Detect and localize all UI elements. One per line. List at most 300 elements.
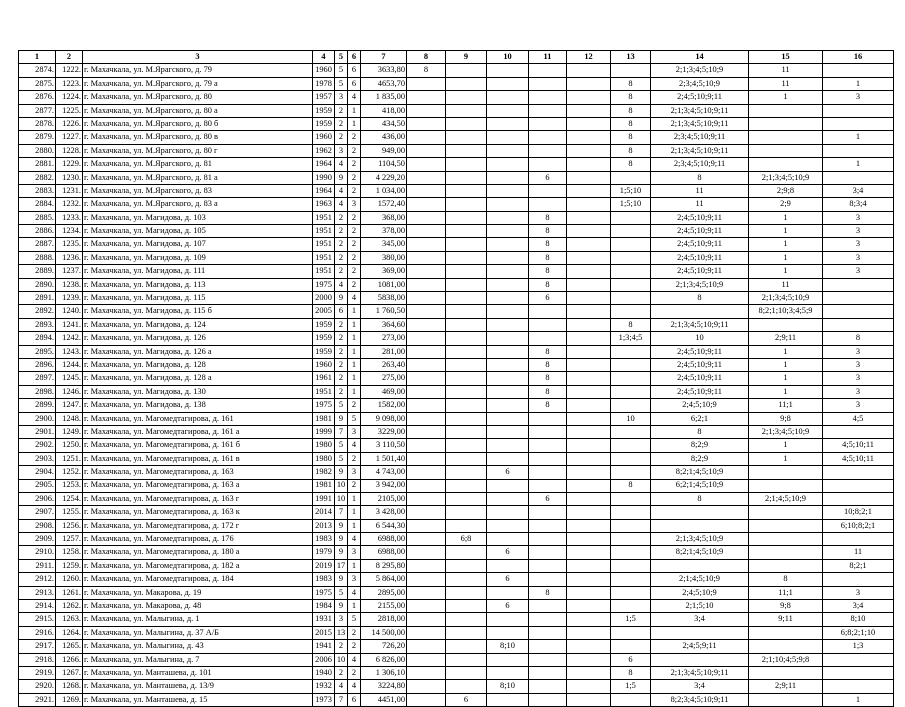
table-cell-col-15: 8;2;1;10;3;4;5;9: [749, 305, 823, 318]
table-cell-col-14: 2;1;4;5;10;9: [651, 573, 749, 586]
table-cell-col-4: 1959: [313, 117, 335, 130]
table-cell-col-1: 2919.: [19, 666, 56, 679]
table-cell-col-9: [446, 399, 487, 412]
table-cell-col-13: [611, 586, 651, 599]
table-cell-col-4: 1975: [313, 586, 335, 599]
table-cell-col-14: 2;4;5;9;11: [651, 640, 749, 653]
table-row: [19, 425, 894, 438]
table-cell-col-13: [611, 640, 651, 653]
table-row: [19, 158, 894, 171]
table-cell-col-12: [567, 211, 611, 224]
table-cell-col-3: г. Махачкала, ул. М.Ярагского, д. 81: [83, 158, 313, 171]
table-cell-col-14: 2;3;4;5;10;9: [651, 77, 749, 90]
table-cell-col-6: 1: [348, 345, 361, 358]
table-cell-col-16: [823, 318, 894, 331]
table-cell-col-4: 1964: [313, 158, 335, 171]
register-sheet: [18, 50, 894, 707]
table-cell-col-12: [567, 680, 611, 693]
table-row: [19, 680, 894, 693]
table-cell-col-12: [567, 184, 611, 197]
table-cell-col-5: 9: [335, 533, 348, 546]
table-cell-col-8: [407, 117, 446, 130]
table-cell-col-10: [487, 104, 529, 117]
table-row: [19, 238, 894, 251]
table-cell-col-7: 3 110,50: [361, 439, 407, 452]
table-cell-col-14: 2;4;5;10;9;11: [651, 345, 749, 358]
table-cell-col-2: 1240.: [56, 305, 83, 318]
table-cell-col-9: [446, 77, 487, 90]
table-cell-col-1: 2896.: [19, 358, 56, 371]
table-cell-col-6: 1: [348, 104, 361, 117]
table-cell-col-14: 2;1;3;4;5;10;9: [651, 278, 749, 291]
table-cell-col-5: 9: [335, 600, 348, 613]
table-cell-col-7: 281,00: [361, 345, 407, 358]
table-cell-col-11: [529, 77, 567, 90]
table-cell-col-15: 11;1: [749, 586, 823, 599]
table-cell-col-16: 8;3;4: [823, 198, 894, 211]
table-cell-col-7: 2818,00: [361, 613, 407, 626]
table-cell-col-14: 2;3;4;5;10;9;11: [651, 158, 749, 171]
table-cell-col-7: 2105,00: [361, 492, 407, 505]
table-cell-col-16: [823, 278, 894, 291]
table-cell-col-11: [529, 559, 567, 572]
table-cell-col-10: [487, 533, 529, 546]
table-cell-col-5: 10: [335, 653, 348, 666]
table-cell-col-15: [749, 533, 823, 546]
table-cell-col-11: 8: [529, 345, 567, 358]
table-row: [19, 600, 894, 613]
table-cell-col-12: [567, 144, 611, 157]
table-cell-col-11: 8: [529, 278, 567, 291]
table-cell-col-8: [407, 332, 446, 345]
table-cell-col-3: г. Махачкала, ул. Магидова, д. 111: [83, 265, 313, 278]
table-cell-col-3: г. Махачкала, ул. Малыгина, д. 43: [83, 640, 313, 653]
table-cell-col-2: 1254.: [56, 492, 83, 505]
table-cell-col-8: [407, 305, 446, 318]
table-cell-col-14: 8: [651, 171, 749, 184]
table-cell-col-1: 2921.: [19, 693, 56, 706]
table-cell-col-10: 6: [487, 546, 529, 559]
table-cell-col-6: 1: [348, 117, 361, 130]
table-cell-col-2: 1258.: [56, 546, 83, 559]
table-cell-col-8: [407, 225, 446, 238]
table-cell-col-16: [823, 117, 894, 130]
table-cell-col-12: [567, 131, 611, 144]
table-cell-col-13: [611, 211, 651, 224]
table-cell-col-8: [407, 586, 446, 599]
table-cell-col-10: [487, 452, 529, 465]
table-cell-col-3: г. Махачкала, ул. Магомедтагирова, д. 163 а: [83, 479, 313, 492]
table-cell-col-5: 9: [335, 573, 348, 586]
table-cell-col-14: [651, 626, 749, 639]
table-cell-col-10: [487, 425, 529, 438]
table-cell-col-3: г. Махачкала, ул. Магидова, д. 130: [83, 385, 313, 398]
table-cell-col-4: 1951: [313, 211, 335, 224]
table-cell-col-11: 8: [529, 372, 567, 385]
table-cell-col-6: 1: [348, 305, 361, 318]
table-cell-col-9: [446, 640, 487, 653]
table-cell-col-8: [407, 144, 446, 157]
table-cell-col-15: [749, 546, 823, 559]
table-cell-col-14: 2;4;5;10;9;11: [651, 211, 749, 224]
table-cell-col-13: [611, 251, 651, 264]
table-cell-col-2: 1238.: [56, 278, 83, 291]
table-cell-col-3: г. Махачкала, ул. Магомедтагирова, д. 163 г: [83, 492, 313, 505]
table-cell-col-10: [487, 332, 529, 345]
table-cell-col-8: [407, 358, 446, 371]
table-cell-col-7: 369,00: [361, 265, 407, 278]
table-cell-col-12: [567, 466, 611, 479]
table-cell-col-2: 1264.: [56, 626, 83, 639]
table-cell-col-8: [407, 265, 446, 278]
table-row: [19, 466, 894, 479]
column-header-15: 15: [749, 51, 823, 64]
table-cell-col-14: [651, 519, 749, 532]
table-cell-col-8: [407, 158, 446, 171]
column-header-5: 5: [335, 51, 348, 64]
table-cell-col-6: 2: [348, 171, 361, 184]
table-cell-col-6: 3: [348, 573, 361, 586]
table-cell-col-12: [567, 198, 611, 211]
table-row: [19, 358, 894, 371]
table-cell-col-2: 1265.: [56, 640, 83, 653]
table-cell-col-16: [823, 171, 894, 184]
table-cell-col-7: 263,40: [361, 358, 407, 371]
table-cell-col-15: [749, 479, 823, 492]
table-cell-col-4: 1951: [313, 265, 335, 278]
table-cell-col-12: [567, 653, 611, 666]
table-cell-col-4: 2000: [313, 292, 335, 305]
table-cell-col-7: 2155,00: [361, 600, 407, 613]
table-cell-col-14: 2;4;5;10;9;11: [651, 385, 749, 398]
table-cell-col-7: 380,00: [361, 251, 407, 264]
table-cell-col-16: [823, 680, 894, 693]
table-cell-col-2: 1244.: [56, 358, 83, 371]
table-cell-col-10: [487, 559, 529, 572]
table-cell-col-2: 1237.: [56, 265, 83, 278]
table-cell-col-11: 6: [529, 292, 567, 305]
table-cell-col-3: г. Махачкала, ул. Магидова, д. 124: [83, 318, 313, 331]
table-cell-col-3: г. Махачкала, ул. Малыгина, д. 37 А/Б: [83, 626, 313, 639]
table-cell-col-8: [407, 412, 446, 425]
table-row: [19, 653, 894, 666]
table-cell-col-10: [487, 385, 529, 398]
table-cell-col-3: г. Махачкала, ул. Магидова, д. 107: [83, 238, 313, 251]
table-cell-col-2: 1226.: [56, 117, 83, 130]
table-cell-col-15: [749, 466, 823, 479]
table-cell-col-10: [487, 479, 529, 492]
table-cell-col-15: 11: [749, 278, 823, 291]
table-cell-col-1: 2883.: [19, 184, 56, 197]
table-cell-col-7: 469,00: [361, 385, 407, 398]
table-cell-col-4: 1983: [313, 533, 335, 546]
table-cell-col-1: 2895.: [19, 345, 56, 358]
table-cell-col-6: 5: [348, 613, 361, 626]
table-cell-col-1: 2879.: [19, 131, 56, 144]
table-cell-col-8: [407, 533, 446, 546]
table-cell-col-13: [611, 492, 651, 505]
table-cell-col-11: [529, 117, 567, 130]
table-cell-col-11: [529, 158, 567, 171]
column-header-13: 13: [611, 51, 651, 64]
table-cell-col-9: [446, 506, 487, 519]
table-cell-col-16: 4;5: [823, 412, 894, 425]
table-cell-col-11: [529, 131, 567, 144]
table-cell-col-14: 2;4;5;10;9;11: [651, 358, 749, 371]
table-cell-col-7: 3 428,00: [361, 506, 407, 519]
table-cell-col-12: [567, 425, 611, 438]
table-cell-col-11: [529, 439, 567, 452]
table-cell-col-13: 8: [611, 318, 651, 331]
table-cell-col-13: 8: [611, 666, 651, 679]
table-row: [19, 144, 894, 157]
table-cell-col-4: 1957: [313, 91, 335, 104]
table-cell-col-5: 2: [335, 211, 348, 224]
table-row: [19, 573, 894, 586]
table-cell-col-4: 2013: [313, 519, 335, 532]
table-cell-col-9: [446, 425, 487, 438]
table-cell-col-15: 1: [749, 358, 823, 371]
table-cell-col-2: 1269.: [56, 693, 83, 706]
table-cell-col-15: [749, 559, 823, 572]
column-header-1: 1: [19, 51, 56, 64]
table-cell-col-15: 2;1;10;4;5;9;8: [749, 653, 823, 666]
table-cell-col-1: 2881.: [19, 158, 56, 171]
table-cell-col-2: 1257.: [56, 533, 83, 546]
table-cell-col-16: [823, 104, 894, 117]
table-row: [19, 506, 894, 519]
table-cell-col-13: [611, 64, 651, 77]
table-cell-col-1: 2874.: [19, 64, 56, 77]
table-cell-col-3: г. Махачкала, ул. Макарова, д. 48: [83, 600, 313, 613]
table-cell-col-16: 3: [823, 225, 894, 238]
table-cell-col-15: [749, 158, 823, 171]
table-cell-col-3: г. Махачкала, ул. Магомедтагирова, д. 163 к: [83, 506, 313, 519]
table-cell-col-3: г. Махачкала, ул. Магидова, д. 138: [83, 399, 313, 412]
table-cell-col-10: [487, 292, 529, 305]
table-cell-col-1: 2917.: [19, 640, 56, 653]
table-cell-col-15: 1: [749, 372, 823, 385]
table-cell-col-4: 1991: [313, 492, 335, 505]
table-cell-col-4: 1951: [313, 225, 335, 238]
table-cell-col-10: [487, 171, 529, 184]
table-cell-col-12: [567, 292, 611, 305]
table-cell-col-13: [611, 305, 651, 318]
table-cell-col-16: [823, 479, 894, 492]
table-cell-col-10: [487, 318, 529, 331]
table-cell-col-13: [611, 439, 651, 452]
table-cell-col-15: 2;1;3;4;5;10;9: [749, 292, 823, 305]
table-cell-col-2: 1227.: [56, 131, 83, 144]
table-cell-col-9: [446, 104, 487, 117]
table-cell-col-10: [487, 586, 529, 599]
table-cell-col-9: 6: [446, 693, 487, 706]
table-cell-col-3: г. Махачкала, ул. М.Ярагского, д. 80 г: [83, 144, 313, 157]
table-cell-col-2: 1245.: [56, 372, 83, 385]
table-cell-col-6: 2: [348, 238, 361, 251]
table-cell-col-9: [446, 613, 487, 626]
table-cell-col-10: [487, 131, 529, 144]
table-cell-col-4: 1959: [313, 345, 335, 358]
table-cell-col-2: 1229.: [56, 158, 83, 171]
table-cell-col-13: 10: [611, 412, 651, 425]
table-cell-col-5: 2: [335, 318, 348, 331]
column-header-12: 12: [567, 51, 611, 64]
table-cell-col-16: [823, 573, 894, 586]
table-cell-col-12: [567, 533, 611, 546]
table-cell-col-12: [567, 318, 611, 331]
table-cell-col-10: [487, 158, 529, 171]
table-cell-col-11: [529, 184, 567, 197]
table-cell-col-6: 2: [348, 399, 361, 412]
table-cell-col-12: [567, 640, 611, 653]
table-cell-col-2: 1222.: [56, 64, 83, 77]
table-cell-col-13: 8: [611, 479, 651, 492]
table-cell-col-9: [446, 171, 487, 184]
table-cell-col-5: 5: [335, 586, 348, 599]
table-cell-col-5: 3: [335, 613, 348, 626]
table-row: [19, 666, 894, 679]
table-cell-col-4: 1941: [313, 640, 335, 653]
table-cell-col-16: 6;8;2;1;10: [823, 626, 894, 639]
table-cell-col-11: [529, 600, 567, 613]
table-cell-col-6: 2: [348, 225, 361, 238]
table-cell-col-1: 2887.: [19, 238, 56, 251]
table-cell-col-6: 1: [348, 506, 361, 519]
table-cell-col-5: 7: [335, 506, 348, 519]
table-cell-col-13: [611, 546, 651, 559]
table-cell-col-8: [407, 399, 446, 412]
table-cell-col-10: [487, 117, 529, 130]
table-cell-col-10: [487, 305, 529, 318]
table-cell-col-16: 4;5;10;11: [823, 452, 894, 465]
table-cell-col-12: [567, 358, 611, 371]
table-cell-col-6: 4: [348, 439, 361, 452]
table-cell-col-5: 5: [335, 399, 348, 412]
table-cell-col-12: [567, 91, 611, 104]
table-cell-col-12: [567, 372, 611, 385]
table-cell-col-7: 3229,00: [361, 425, 407, 438]
table-cell-col-6: 1: [348, 559, 361, 572]
table-row: [19, 439, 894, 452]
table-cell-col-5: 2: [335, 666, 348, 679]
table-cell-col-12: [567, 117, 611, 130]
table-cell-col-12: [567, 104, 611, 117]
table-cell-col-16: 3: [823, 238, 894, 251]
table-cell-col-2: 1223.: [56, 77, 83, 90]
table-cell-col-7: 275,00: [361, 372, 407, 385]
table-cell-col-11: [529, 533, 567, 546]
table-cell-col-4: 1951: [313, 385, 335, 398]
table-cell-col-14: 2;3;4;5;10;9;11: [651, 131, 749, 144]
table-cell-col-6: 2: [348, 666, 361, 679]
table-cell-col-14: 2;4;5;10;9;11: [651, 225, 749, 238]
table-cell-col-15: 2;1;3;4;5;10;9: [749, 171, 823, 184]
table-cell-col-15: 11;1: [749, 399, 823, 412]
table-cell-col-4: 1979: [313, 546, 335, 559]
table-cell-col-16: [823, 425, 894, 438]
table-row: [19, 117, 894, 130]
table-row: [19, 412, 894, 425]
table-cell-col-9: [446, 332, 487, 345]
table-cell-col-7: 368,00: [361, 211, 407, 224]
table-cell-col-2: 1263.: [56, 613, 83, 626]
table-cell-col-1: 2910.: [19, 546, 56, 559]
table-cell-col-11: [529, 693, 567, 706]
table-cell-col-13: [611, 466, 651, 479]
table-cell-col-3: г. Махачкала, ул. Магидова, д. 115 б: [83, 305, 313, 318]
table-cell-col-11: [529, 305, 567, 318]
table-cell-col-16: 3: [823, 265, 894, 278]
table-cell-col-3: г. Махачкала, ул. Макарова, д. 19: [83, 586, 313, 599]
table-cell-col-11: 8: [529, 251, 567, 264]
table-cell-col-14: [651, 559, 749, 572]
table-cell-col-10: [487, 238, 529, 251]
table-row: [19, 91, 894, 104]
table-cell-col-9: [446, 131, 487, 144]
table-cell-col-16: [823, 666, 894, 679]
table-cell-col-2: 1252.: [56, 466, 83, 479]
table-cell-col-12: [567, 278, 611, 291]
table-cell-col-13: 8: [611, 131, 651, 144]
table-cell-col-16: 3: [823, 385, 894, 398]
table-cell-col-3: г. Махачкала, ул. Магидова, д. 126 а: [83, 345, 313, 358]
table-cell-col-4: 1932: [313, 680, 335, 693]
table-cell-col-5: 2: [335, 332, 348, 345]
table-row: [19, 318, 894, 331]
table-cell-col-15: 2;9;8: [749, 184, 823, 197]
table-cell-col-8: [407, 653, 446, 666]
table-cell-col-4: 1984: [313, 600, 335, 613]
table-cell-col-1: 2913.: [19, 586, 56, 599]
table-cell-col-14: 6;2;1: [651, 412, 749, 425]
table-cell-col-3: г. Махачкала, ул. М.Ярагского, д. 80 б: [83, 117, 313, 130]
table-cell-col-15: 1: [749, 225, 823, 238]
table-cell-col-13: 8: [611, 158, 651, 171]
table-cell-col-11: [529, 318, 567, 331]
table-cell-col-3: г. Махачкала, ул. Малыгина, д. 1: [83, 613, 313, 626]
table-cell-col-10: 6: [487, 600, 529, 613]
table-cell-col-3: г. Махачкала, ул. Магомедтагирова, д. 176: [83, 533, 313, 546]
table-cell-col-12: [567, 305, 611, 318]
table-cell-col-12: [567, 332, 611, 345]
table-cell-col-1: 2891.: [19, 292, 56, 305]
table-cell-col-3: г. Махачкала, ул. М.Ярагского, д. 80 в: [83, 131, 313, 144]
table-cell-col-9: [446, 158, 487, 171]
table-cell-col-6: 2: [348, 626, 361, 639]
table-cell-col-1: 2903.: [19, 452, 56, 465]
table-cell-col-12: [567, 492, 611, 505]
table-cell-col-4: 1951: [313, 238, 335, 251]
table-cell-col-12: [567, 251, 611, 264]
table-cell-col-8: [407, 131, 446, 144]
table-cell-col-4: 1981: [313, 479, 335, 492]
table-cell-col-13: [611, 358, 651, 371]
table-cell-col-5: 5: [335, 452, 348, 465]
table-cell-col-9: [446, 412, 487, 425]
table-cell-col-15: [749, 626, 823, 639]
table-cell-col-14: 2;4;5;10;9;11: [651, 238, 749, 251]
table-cell-col-10: [487, 519, 529, 532]
table-cell-col-15: 2;9;11: [749, 680, 823, 693]
table-cell-col-6: 1: [348, 318, 361, 331]
table-cell-col-12: [567, 519, 611, 532]
table-cell-col-5: 5: [335, 77, 348, 90]
table-cell-col-5: 2: [335, 640, 348, 653]
table-cell-col-16: 6;10;8;2;1: [823, 519, 894, 532]
table-cell-col-4: 1964: [313, 184, 335, 197]
column-header-11: 11: [529, 51, 567, 64]
